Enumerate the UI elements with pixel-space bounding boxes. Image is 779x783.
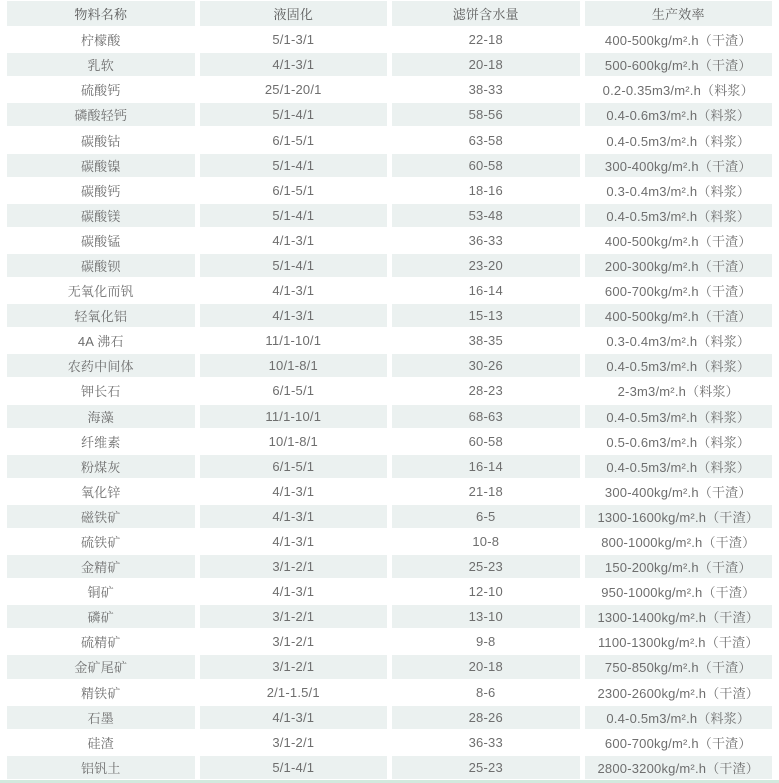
table-cell: 0.4-0.5m3/m².h（料浆） <box>606 133 751 149</box>
table-cell: 0.4-0.5m3/m².h（料浆） <box>585 354 773 377</box>
table-row <box>0 353 779 378</box>
table-cell: 58-56 <box>392 103 580 126</box>
table-cell: 6/1-5/1 <box>200 455 388 478</box>
table-row <box>0 554 779 579</box>
table-header-row <box>0 0 779 27</box>
table-row <box>0 303 779 328</box>
table-cell: 4/1-3/1 <box>272 584 315 600</box>
table-row <box>0 654 779 679</box>
table-cell: 600-700kg/m².h（干渣） <box>604 284 752 300</box>
table-cell: 68-63 <box>392 405 580 428</box>
table-cell: 200-300kg/m².h（干渣） <box>585 254 773 277</box>
table-cell: 1100-1300kg/m².h（干渣） <box>597 635 759 651</box>
table-cell: 3/1-2/1 <box>200 655 388 678</box>
table-cell: 10-8 <box>472 534 500 550</box>
table-row <box>0 278 779 303</box>
table-row <box>0 178 779 203</box>
table-cell: 500-600kg/m².h（干渣） <box>585 53 773 76</box>
table-row <box>0 253 779 278</box>
table-row <box>0 504 779 529</box>
table-cell: 36-33 <box>468 232 503 248</box>
table-cell: 碳酸锰 <box>80 233 121 249</box>
table-cell: 0.4-0.5m3/m².h（料浆） <box>585 204 773 227</box>
table-cell: 11/1-10/1 <box>265 333 322 349</box>
table-cell: 30-26 <box>392 354 580 377</box>
table-cell: 铝钒土 <box>7 756 195 779</box>
table-cell: 精铁矿 <box>80 685 121 701</box>
table-row <box>0 404 779 429</box>
table-cell: 3/1-2/1 <box>272 634 315 650</box>
table-cell: 20-18 <box>392 655 580 678</box>
table-cell: 38-33 <box>468 82 503 98</box>
table-row <box>0 579 779 604</box>
column-header-material-name: 物料名称 <box>7 1 195 26</box>
table-cell: 1300-1400kg/m².h（干渣） <box>585 605 773 628</box>
table-cell: 150-200kg/m².h（干渣） <box>585 555 773 578</box>
table-cell: 乳软 <box>7 53 195 76</box>
table-cell: 13-10 <box>392 605 580 628</box>
table-cell: 无氧化而钒 <box>67 284 134 300</box>
table-cell: 1300-1600kg/m².h（干渣） <box>585 505 773 528</box>
table-cell: 磷酸轻钙 <box>7 103 195 126</box>
table-cell: 2/1-1.5/1 <box>266 684 320 700</box>
table-cell: 400-500kg/m².h（干渣） <box>585 304 773 327</box>
table-cell: 6/1-5/1 <box>272 383 315 399</box>
table-row <box>0 102 779 127</box>
table-row <box>0 52 779 77</box>
table-row <box>0 328 779 353</box>
table-cell: 950-1000kg/m².h（干渣） <box>601 585 756 601</box>
table-cell: 轻氧化铝 <box>7 304 195 327</box>
table-cell: 粉煤灰 <box>7 455 195 478</box>
table-cell: 10/1-8/1 <box>200 354 388 377</box>
table-row <box>0 378 779 403</box>
table-cell: 2800-3200kg/m².h（干渣） <box>585 756 773 779</box>
table-row <box>0 27 779 52</box>
table-cell: 2300-2600kg/m².h（干渣） <box>597 685 759 701</box>
table-cell: 0.5-0.6m3/m².h（料浆） <box>606 434 751 450</box>
table-cell: 25-23 <box>392 555 580 578</box>
table-cell: 16-14 <box>392 455 580 478</box>
table-row <box>0 529 779 554</box>
table-cell: 12-10 <box>468 584 503 600</box>
table-cell: 400-500kg/m².h（干渣） <box>604 233 752 249</box>
table-cell: 300-400kg/m².h（干渣） <box>604 484 752 500</box>
table-cell: 9-8 <box>476 634 496 650</box>
table-cell: 5/1-4/1 <box>200 254 388 277</box>
table-cell: 4A 沸石 <box>77 334 124 350</box>
table-row <box>0 429 779 454</box>
table-row <box>0 629 779 654</box>
table-cell: 磷矿 <box>7 605 195 628</box>
table-cell: 5/1-4/1 <box>200 204 388 227</box>
table-cell: 0.4-0.5m3/m².h（料浆） <box>585 405 773 428</box>
table-cell: 4/1-3/1 <box>272 232 315 248</box>
table-cell: 金精矿 <box>7 555 195 578</box>
table-cell: 0.4-0.5m3/m².h（料浆） <box>585 706 773 729</box>
table-cell: 20-18 <box>392 53 580 76</box>
table-row <box>0 228 779 253</box>
table-cell: 3/1-2/1 <box>200 555 388 578</box>
table-cell: 碳酸钡 <box>7 254 195 277</box>
table-cell: 28-26 <box>392 706 580 729</box>
table-row <box>0 454 779 479</box>
table-row <box>0 755 779 780</box>
table-cell: 铜矿 <box>87 585 114 601</box>
table-cell: 22-18 <box>468 32 503 48</box>
table-cell: 60-58 <box>392 154 580 177</box>
table-cell: 2-3m3/m².h（料浆） <box>617 384 739 400</box>
table-cell: 纤维素 <box>80 434 121 450</box>
table-cell: 0.3-0.4m3/m².h（料浆） <box>606 183 751 199</box>
table-cell: 21-18 <box>468 483 503 499</box>
table-cell: 23-20 <box>392 254 580 277</box>
table-cell: 5/1-4/1 <box>200 154 388 177</box>
table-cell: 柠檬酸 <box>80 33 121 49</box>
table-cell: 4/1-3/1 <box>272 283 315 299</box>
table-cell: 5/1-4/1 <box>200 103 388 126</box>
table-cell: 38-35 <box>468 333 503 349</box>
column-header-production-efficiency: 生产效率 <box>585 1 773 26</box>
table-row <box>0 680 779 705</box>
table-cell: 600-700kg/m².h（干渣） <box>604 735 752 751</box>
table-row <box>0 203 779 228</box>
table-cell: 36-33 <box>468 734 503 750</box>
table-cell: 氧化锌 <box>80 484 121 500</box>
table-cell: 4/1-3/1 <box>200 304 388 327</box>
table-cell: 53-48 <box>392 204 580 227</box>
table-row <box>0 153 779 178</box>
table-cell: 0.3-0.4m3/m².h（料浆） <box>606 334 751 350</box>
table-cell: 硫精矿 <box>80 635 121 651</box>
table-body <box>0 27 779 780</box>
table-cell: 硅渣 <box>87 735 114 751</box>
table-cell: 6/1-5/1 <box>272 132 315 148</box>
table-row <box>0 127 779 152</box>
table-cell: 钾长石 <box>80 384 121 400</box>
table-cell: 硫酸钙 <box>80 83 121 99</box>
table-cell: 750-850kg/m².h（干渣） <box>585 655 773 678</box>
table-cell: 15-13 <box>392 304 580 327</box>
table-cell: 碳酸钴 <box>80 133 121 149</box>
table-cell: 4/1-3/1 <box>272 534 315 550</box>
table-cell: 300-400kg/m².h（干渣） <box>585 154 773 177</box>
table-cell: 4/1-3/1 <box>272 483 315 499</box>
table-cell: 硫铁矿 <box>80 535 121 551</box>
table-row <box>0 604 779 629</box>
table-cell: 0.2-0.35m3/m².h（料浆） <box>602 83 754 99</box>
table-cell: 碳酸镍 <box>7 154 195 177</box>
table-cell: 400-500kg/m².h（干渣） <box>604 33 752 49</box>
table-cell: 6-5 <box>392 505 580 528</box>
table-cell: 63-58 <box>468 132 503 148</box>
table-cell: 碳酸钙 <box>80 183 121 199</box>
table-cell: 农药中间体 <box>7 354 195 377</box>
table-cell: 4/1-3/1 <box>200 505 388 528</box>
table-row <box>0 479 779 504</box>
table-cell: 800-1000kg/m².h（干渣） <box>601 535 756 551</box>
table-cell: 28-23 <box>468 383 503 399</box>
table-cell: 5/1-3/1 <box>272 32 315 48</box>
table-cell: 16-14 <box>468 283 503 299</box>
table-cell: 3/1-2/1 <box>272 734 315 750</box>
table-cell: 60-58 <box>468 433 503 449</box>
table-row <box>0 730 779 755</box>
table-cell: 海藻 <box>7 405 195 428</box>
table-cell: 8-6 <box>476 684 496 700</box>
table-cell: 石墨 <box>7 706 195 729</box>
table-cell: 4/1-3/1 <box>200 706 388 729</box>
table-cell: 18-16 <box>468 182 503 198</box>
table-cell: 25-23 <box>392 756 580 779</box>
table-cell: 0.4-0.6m3/m².h（料浆） <box>585 103 773 126</box>
table-row <box>0 705 779 730</box>
table-cell: 碳酸镁 <box>7 204 195 227</box>
table-cell: 0.4-0.5m3/m².h（料浆） <box>585 455 773 478</box>
column-header-liquid-solid-ratio: 液固化 <box>200 1 388 26</box>
table-cell: 11/1-10/1 <box>200 405 388 428</box>
table-row <box>0 77 779 102</box>
table-cell: 金矿尾矿 <box>7 655 195 678</box>
table-cell: 磁铁矿 <box>7 505 195 528</box>
table-cell: 10/1-8/1 <box>268 433 318 449</box>
table-cell: 4/1-3/1 <box>200 53 388 76</box>
table-cell: 6/1-5/1 <box>272 182 315 198</box>
table-cell: 25/1-20/1 <box>264 82 322 98</box>
column-header-cake-moisture: 滤饼含水量 <box>392 1 580 26</box>
table-cell: 5/1-4/1 <box>200 756 388 779</box>
table-cell: 3/1-2/1 <box>200 605 388 628</box>
